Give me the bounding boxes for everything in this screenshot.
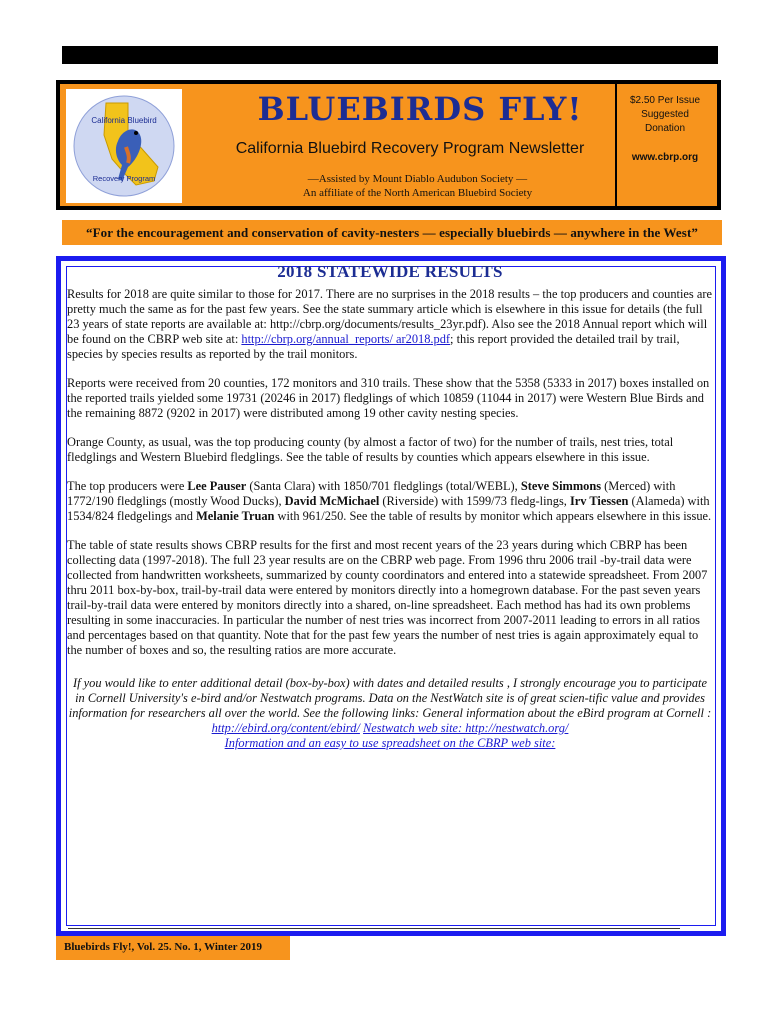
p4-text-d: (Riverside) with 1599/73 fledg-lings,: [379, 494, 570, 508]
p4-text-f: with 961/250. See the table of results by monitor which appears elsewhere in this issue.: [274, 509, 712, 523]
website-link[interactable]: www.cbrp.org: [631, 152, 699, 163]
cbrp-spreadsheet-link[interactable]: Information and an easy to use spreadsheet on the CBRP web site:: [224, 736, 556, 750]
participation-note: [67, 676, 713, 751]
footer-issue-label: Bluebirds Fly!, Vol. 25. No. 1, Winter 2019: [56, 936, 290, 960]
masthead: [56, 80, 721, 210]
newsletter-subtitle: California Bluebird Recovery Program Newsletter: [235, 140, 585, 157]
price-text: [617, 94, 713, 136]
p4-text-c: (Merced) with 1772/190 fledglings (mostly Wood Ducks),: [67, 479, 676, 508]
cbrp-logo-icon: [66, 89, 182, 203]
note-text: If you would like to enter additional detail (box-by-box) with dates and detailed results , I strongly encourage you to participate in Cornell University's e-bird and/or Nestwatch programs. Data on the NestWatch site is of great scien-tific value and provides information for researchers all over the world. See the following links: General information about the eBird program at Cornell :: [68, 676, 712, 720]
donation-line: Donation: [644, 123, 686, 134]
annual-report-link[interactable]: http://cbrp.org/annual_reports/ ar2018.pdf: [241, 332, 451, 346]
p1-end-text: ; this report provided the detailed trail by trail, species by species results as reported by the trail monitors.: [67, 332, 680, 361]
divider: [68, 928, 680, 929]
producer-name: Steve Simmons: [520, 479, 602, 493]
price-box: [615, 84, 713, 206]
masthead-background: [60, 84, 717, 206]
p4-text-e: (Alameda) with 1534/824 fledgelings and: [67, 494, 710, 523]
affiliation-lines: [210, 172, 625, 200]
p4-text-a: The top producers were: [67, 479, 188, 493]
ebird-link[interactable]: http://ebird.org/content/ebird/: [211, 721, 360, 735]
producer-name: Lee Pauser: [187, 479, 247, 493]
affiliate-line: An affiliate of the North American Bluebird Society: [302, 187, 533, 199]
producer-name: Melanie Truan: [196, 509, 275, 523]
p4-text-b: (Santa Clara) with 1850/701 fledglings (total/WEBL),: [246, 479, 521, 493]
article-title: 2018 STATEWIDE RESULTS: [277, 262, 503, 281]
p1-text: Results for 2018 are quite similar to those for 2017. There are no surprises in the 2018 results – the top producers and counties are pretty much the same as for the past few years. See the state summary article which is elsewhere in this issue for details (the full 23 years of state reports are available at: http://cbrp.org/documents/results_23yr.pdf). Also see the 2018 Annual report which will be found on the CBRP web site at:: [67, 287, 712, 346]
paragraph-1: [67, 287, 713, 362]
paragraph-5: The table of state results shows CBRP results for the first and most recent years of the 23 years during which CBRP has been collecting data (1997-2018). The full 23 year results are on the CBRP web page. From 1996 thru 2006 trail -by-trail data were collected from handwritten worksheets, summarized by county coordinators and entered into a statewide spreadsheet. From 2007 thru 2011 box-by-box, trail-by-trail data were entered by monitors directly into a homegrown database. For the past seven years trail-by-trail data were entered by monitors directly into a shared, on-line spreadsheet. Each method has had its own problems resulting in some inaccuracies. In particular the number of nest tries was incorrect from 2007-2011 leading to errors in all ratios and percentages based on that quantity. Note that for the past few years the number of nest tries is again approximately equal to the number of boxes and so, the resulting ratios are more accurate.: [67, 538, 708, 657]
top-black-bar: [62, 46, 718, 64]
tagline: “For the encouragement and conservation of cavity-nesters — especially bluebirds — anywhere in the West”: [62, 220, 722, 245]
newsletter-title: BLUEBIRDS FLY!: [257, 90, 583, 128]
nestwatch-link[interactable]: Nestwatch web site: http://nestwatch.org/: [363, 721, 569, 735]
paragraph-2: Reports were received from 20 counties, 172 monitors and 310 trails. These show that the 5358 (5333 in 2017) boxes installed on the reported trails yielded some 19731 (20246 in 2017) fledglings of which 10859 (11044 in 2017) were Western Blue Birds and the remaining 8872 (9202 in 2017) were distributed among 19 other cavity nesting species.: [67, 376, 710, 420]
paragraph-3: Orange County, as usual, was the top producing county (by almost a factor of two) for the number of trails, nest tries, total fledglings and Western Bluebird fledglings. See the table of results by counties which appears elsewhere in this issue.: [67, 435, 674, 464]
paragraph-4: [67, 479, 713, 524]
assisted-line: —Assisted by Mount Diablo Audubon Society —: [307, 173, 528, 185]
producer-name: David McMichael: [284, 494, 380, 508]
suggested-line: Suggested: [641, 109, 689, 120]
price-line: $2.50 Per Issue: [629, 95, 701, 106]
logo-top-text: California Bluebird: [91, 116, 157, 125]
article-content: [67, 264, 713, 751]
logo-bottom-text: Recovery Program: [92, 174, 156, 183]
producer-name: Irv Tiessen: [569, 494, 629, 508]
cbrp-logo: [66, 89, 182, 203]
